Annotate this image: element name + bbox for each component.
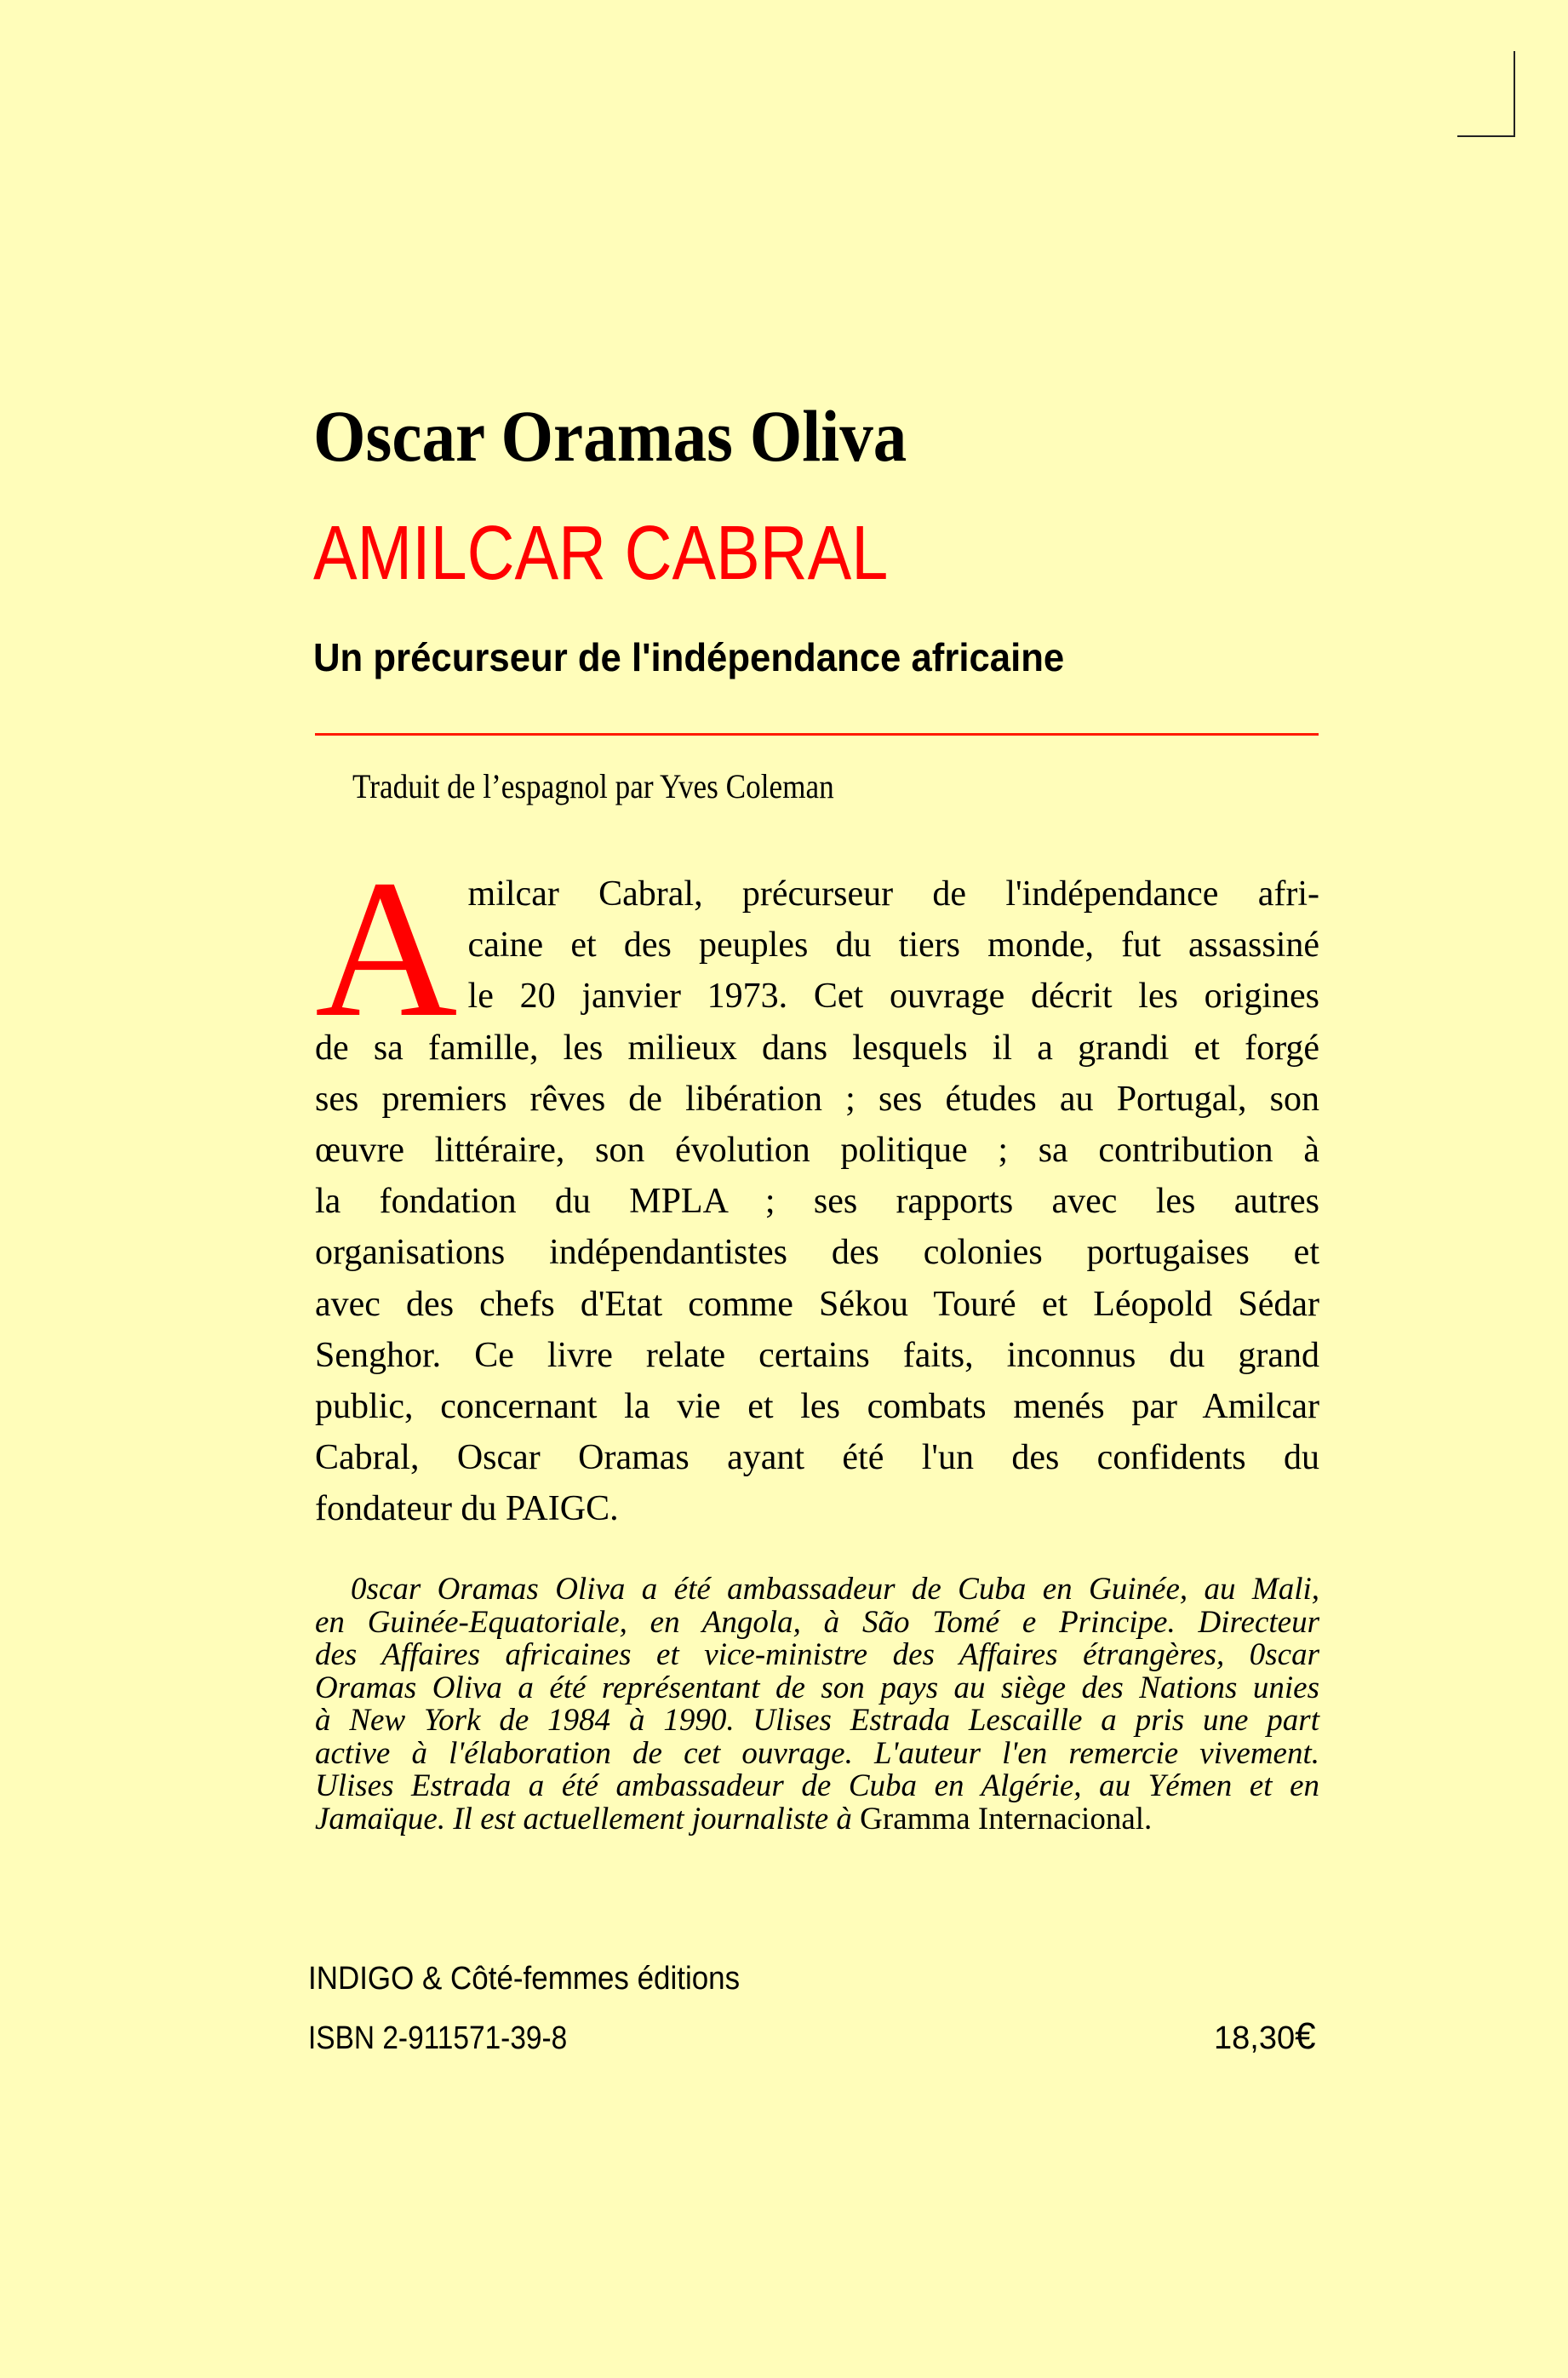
price bbox=[1214, 2016, 1316, 2059]
red-divider-rule bbox=[315, 733, 1319, 736]
blurb-paragraph bbox=[315, 839, 1319, 1534]
isbn: ISBN 2-911571-39-8 bbox=[308, 2020, 568, 2056]
blurb-line: milcar Cabral, précurseur de l'indépendance afri- bbox=[467, 874, 1319, 914]
author-name: Oscar Oramas Oliva bbox=[313, 395, 907, 477]
bio-line: Oramas Oliva a été représentant de son pays au siège des Nations unies bbox=[315, 1670, 1319, 1705]
drop-cap: A bbox=[315, 839, 458, 1058]
blurb-section bbox=[315, 839, 1319, 1534]
bio-line: 0scar Oramas Oliva a été ambassadeur de Cuba en Guinée, au Mali, bbox=[351, 1572, 1319, 1607]
book-title: AMILCAR CABRAL bbox=[313, 511, 889, 596]
blurb-line: ses premiers rêves de libération ; ses études au Portugal, son bbox=[315, 1079, 1319, 1119]
bio-line: active à l'élaboration de cet ouvrage. L'auteur l'en remercie vivement. bbox=[315, 1735, 1319, 1771]
bio-line: Ulises Estrada a été ambassadeur de Cuba en Algérie, au Yémen et en bbox=[315, 1768, 1319, 1803]
book-subtitle: Un précurseur de l'indépendance africaine bbox=[313, 635, 1065, 679]
publisher-name: INDIGO & Côté-femmes éditions bbox=[308, 1961, 741, 1997]
blurb-line: la fondation du MPLA ; ses rapports avec les autres bbox=[315, 1182, 1319, 1222]
bio-line: des Affaires africaines et vice-ministre des Affaires étrangères, 0scar bbox=[315, 1637, 1319, 1672]
author-bio bbox=[315, 1573, 1319, 1836]
crop-mark-horizontal bbox=[1457, 135, 1515, 137]
blurb-line: de sa famille, les milieux dans lesquels il a grandi et forgé bbox=[315, 1028, 1319, 1068]
blurb-line: Senghor. Ce livre relate certains faits, inconnus du grand bbox=[315, 1335, 1319, 1375]
euro-currency-icon: € bbox=[1295, 2015, 1316, 2057]
crop-mark-vertical bbox=[1514, 51, 1515, 137]
bio-last-italic: Jamaïque. Il est actuellement journaliste à bbox=[315, 1801, 861, 1837]
blurb-line: œuvre littéraire, son évolution politique ; sa contribution à bbox=[315, 1130, 1319, 1170]
blurb-line: caine et des peuples du tiers monde, fut assassiné bbox=[467, 925, 1319, 966]
blurb-line: Cabral, Oscar Oramas ayant été l'un des confidents du bbox=[315, 1438, 1319, 1478]
bio-line: à New York de 1984 à 1990. Ulises Estrada Lescaille a pris une part bbox=[315, 1703, 1319, 1738]
blurb-line: le 20 janvier 1973. Cet ouvrage décrit les origines bbox=[467, 977, 1319, 1017]
translator-note: Traduit de l’espagnol par Yves Coleman bbox=[352, 767, 834, 805]
price-amount: 18,30 bbox=[1214, 2020, 1296, 2056]
blurb-line: avec des chefs d'Etat comme Sékou Touré et Léopold Sédar bbox=[315, 1284, 1319, 1324]
bio-line: en Guinée-Equatoriale, en Angola, à São Tomé e Principe. Directeur bbox=[315, 1604, 1319, 1640]
blurb-line: fondateur du PAIGC. bbox=[315, 1489, 619, 1529]
blurb-line: organisations indépendantistes des colonies portugaises et bbox=[315, 1233, 1319, 1273]
bio-line-last bbox=[315, 1803, 1319, 1837]
publication-name: Gramma Internacional. bbox=[860, 1801, 1153, 1837]
blurb-line: public, concernant la vie et les combats menés par Amilcar bbox=[315, 1386, 1319, 1426]
